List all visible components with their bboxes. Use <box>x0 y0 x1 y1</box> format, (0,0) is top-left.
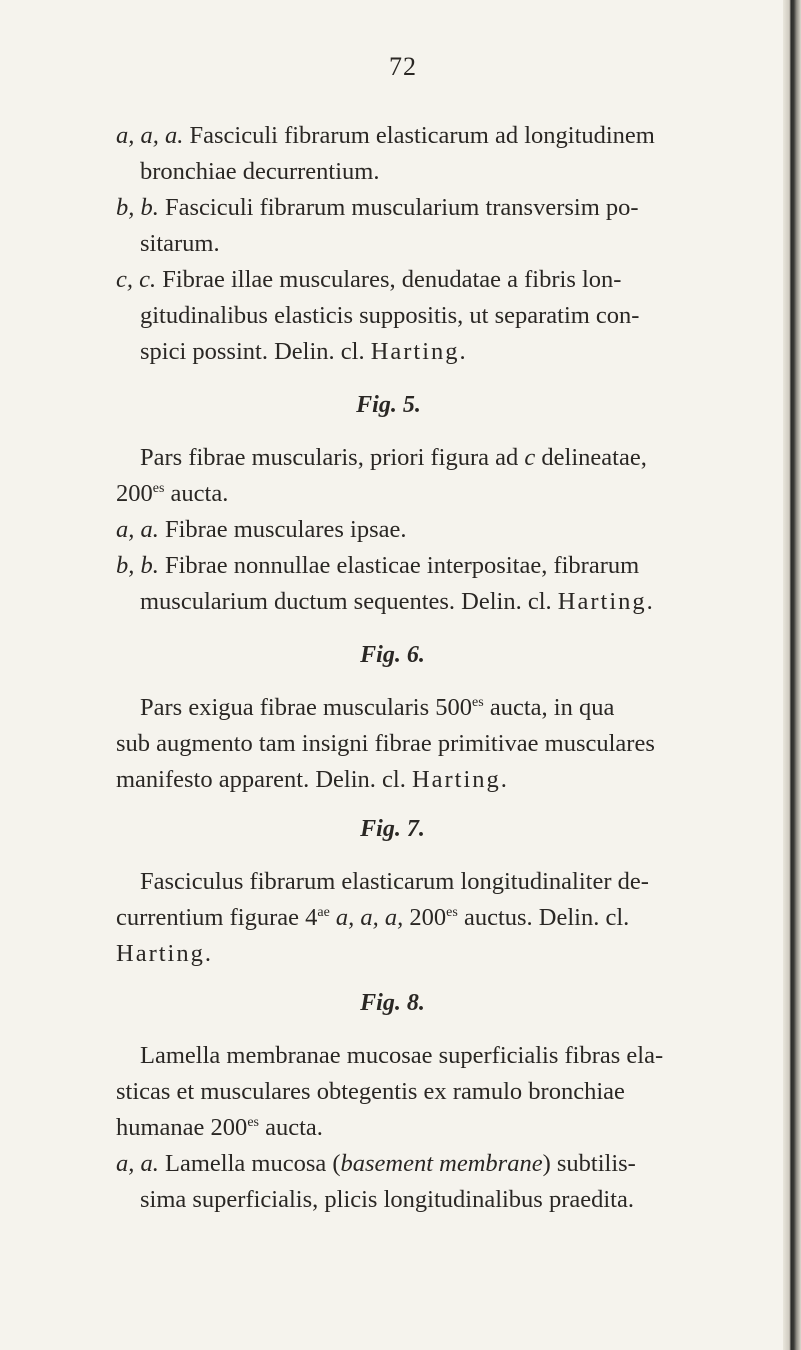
fig5-text2-end: aucta. <box>170 480 229 507</box>
legend-label-a: a, a, a. <box>116 122 184 149</box>
legend-line-c <box>116 262 756 297</box>
fig5-line3 <box>116 512 756 547</box>
fig8-text3: humanae 200 <box>116 1114 248 1141</box>
fig7-labels: a, a, a, <box>335 904 404 931</box>
author-harting: Harting. <box>370 338 468 365</box>
fig8-label-a: a, a. <box>116 1150 159 1177</box>
legend-line-b <box>116 190 756 225</box>
fig5-text4: Fibrae nonnullae elasticae interpositae, fibrarum <box>165 552 640 579</box>
fig7-sup-ae: ae <box>317 905 330 920</box>
fig7-sup-es: es <box>446 905 458 920</box>
fig5-line5 <box>140 584 780 619</box>
fig8-heading: Fig. 8. <box>360 990 425 1016</box>
fig8-line3 <box>116 1110 756 1145</box>
fig5-heading: Fig. 5. <box>356 392 421 418</box>
fig5-label-a: a, a. <box>116 516 159 543</box>
fig8-text4: Lamella mucosa ( <box>165 1150 341 1177</box>
fig7-text2-end: auctus. Delin. cl. <box>463 904 630 931</box>
fig6-line1 <box>140 690 780 725</box>
legend-label-c: c, c. <box>116 266 157 293</box>
fig5-text1-end: delineatae, <box>541 444 647 471</box>
fig6-text1-end: aucta, in qua <box>489 694 615 721</box>
fig6-line2: sub augmento tam insigni fibrae primitivae musculares <box>116 730 655 757</box>
legend-line-a <box>116 118 756 153</box>
legend-line-c-cont1: gitudinalibus elasticis suppositis, ut separatim con- <box>140 302 640 329</box>
fig5-line1 <box>140 440 780 475</box>
legend-text-c: Fibrae illae musculares, denudatae a fibris lon- <box>156 266 622 293</box>
legend-text-a: Fasciculi fibrarum elasticarum ad longitudinem <box>183 122 655 149</box>
fig6-text3: manifesto apparent. Delin. cl. <box>116 766 406 793</box>
fig7-line2 <box>116 900 756 935</box>
fig6-heading: Fig. 6. <box>360 642 425 668</box>
fig8-line1: Lamella membranae mucosae superficialis fibras ela- <box>140 1042 664 1069</box>
fig5-magnification: 200 <box>116 480 153 507</box>
fig5-label-b: b, b. <box>116 552 159 579</box>
legend-label-b: b, b. <box>116 194 159 221</box>
fig5-author: Harting. <box>557 588 655 615</box>
fig5-line4 <box>116 548 756 583</box>
legend-text-c-delin: spici possint. Delin. cl. <box>140 338 365 365</box>
fig7-text2: currentium figurae 4 <box>116 904 318 931</box>
fig5-text5: muscularium ductum sequentes. Delin. cl. <box>140 588 552 615</box>
fig6-text1: Pars exigua fibrae muscularis 500 <box>140 694 473 721</box>
fig6-sup: es <box>472 695 484 710</box>
fig5-label-c: c <box>524 444 536 471</box>
fig6-author: Harting. <box>411 766 509 793</box>
fig8-line5: sima superficialis, plicis longitudinalibus praedita. <box>140 1186 634 1213</box>
legend-text-b: Fasciculi fibrarum muscularium transversim po- <box>158 194 639 221</box>
page-edge-shadow <box>783 0 801 1350</box>
fig7-author: Harting. <box>116 940 213 967</box>
fig8-text4-end: ) subtilis- <box>542 1150 636 1177</box>
legend-line-c-cont2 <box>140 334 780 369</box>
fig5-line2 <box>116 476 756 511</box>
page-number: 72 <box>389 52 417 81</box>
fig5-text3: Fibrae musculares ipsae. <box>165 516 407 543</box>
fig6-line3 <box>116 762 756 797</box>
fig8-text3-end: aucta. <box>265 1114 323 1141</box>
fig7-line1: Fasciculus fibrarum elasticarum longitudinaliter de- <box>140 868 649 895</box>
fig8-sup: es <box>247 1115 259 1130</box>
legend-line-b-cont: sitarum. <box>140 230 220 257</box>
fig5-text1: Pars fibrae muscularis, priori figura ad <box>140 444 519 471</box>
fig8-line2: sticas et musculares obtegentis ex ramulo bronchiae <box>116 1078 625 1105</box>
fig7-heading: Fig. 7. <box>360 816 425 842</box>
fig5-sup: es <box>152 481 165 496</box>
legend-line-a-cont: bronchiae decurrentium. <box>140 158 380 185</box>
fig8-english-term: basement membrane <box>340 1150 543 1177</box>
fig7-magnification: 200 <box>409 904 447 931</box>
fig8-line4 <box>116 1146 756 1181</box>
